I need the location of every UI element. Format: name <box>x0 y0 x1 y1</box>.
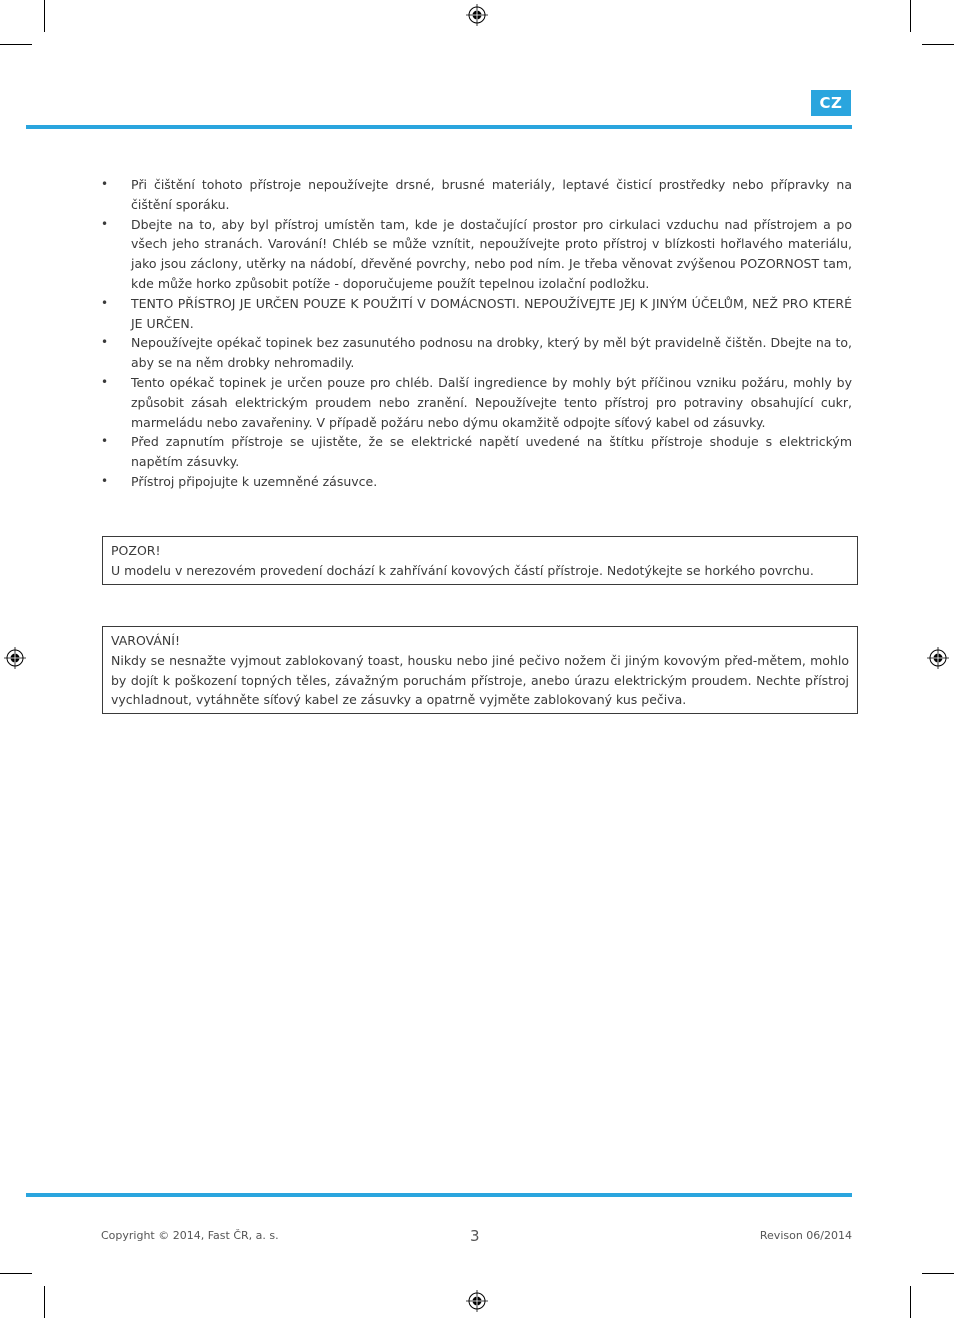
warning-title: VAROVÁNÍ! <box>111 633 180 648</box>
bullet-icon: • <box>101 216 109 231</box>
list-item-text: TENTO PŘÍSTROJ JE URČEN POUZE K POUŽITÍ V DOMÁCNOSTI. NEPOUŽÍVEJTE JEJ K JINÝM ÚČELŮM, NEŽ PRO KTERÉ JE URČEN. <box>131 295 852 331</box>
crop-mark <box>0 44 32 45</box>
crop-mark <box>910 0 911 32</box>
list-item-text: Dbejte na to, aby byl přístroj umístěn tam, kde je dostačující prostor pro cirkulaci vzduchu nad přístrojem a po všech jeho stranách. Varování! Chléb se může vznítit, nepoužívejte proto přístroj v blízkosti hořlavého materiálu, jako jsou záclony, utěrky na nádobí, dřevěné povrchy, nebo pod ním. Je třeba věnovat zvýšenou POZORNOST tam, kde může horko způsobit potíže - doporučujeme použít tepelnou izolační podložku. <box>131 216 852 291</box>
warning-text: Nikdy se nesnažte vyjmout zablokovaný toast, housku nebo jiné pečivo nožem či jiným kovovým před-mětem, mohlo by dojít k poškození topných těles, závažným poruchám přístroje, anebo úrazu elektrickým proudem. Nechte přístroj vychladnout, vytáhněte síťový kabel ze zásuvky a opatrně vyjměte zablokovaný kus pečiva. <box>111 652 849 708</box>
crop-mark <box>0 1273 32 1274</box>
list-item-text: Při čištění tohoto přístroje nepoužívejte drsné, brusné materiály, leptavé čisticí prostředky nebo přípravky na čištění sporáku. <box>131 177 852 212</box>
header-rule <box>26 125 852 129</box>
registration-mark-icon <box>466 4 488 26</box>
page-number: 3 <box>470 1227 480 1245</box>
bullet-icon: • <box>101 295 109 310</box>
list-item <box>97 472 852 492</box>
bullet-icon: • <box>101 177 109 191</box>
list-item <box>97 333 852 373</box>
footer-revision: Revison 06/2014 <box>759 1229 852 1242</box>
crop-mark <box>44 0 45 32</box>
list-item-text: Přístroj připojujte k uzemněné zásuvce. <box>131 473 378 489</box>
list-item <box>97 294 852 334</box>
safety-bullet-list <box>97 175 852 492</box>
crop-mark <box>922 1273 954 1274</box>
list-item-text: Nepoužívejte opékač topinek bez zasunutého podnosu na drobky, který by měl být pravidelně čištěn. Dbejte na to, aby se na něm drobky nehromadily. <box>131 335 852 371</box>
warning-box <box>102 626 858 714</box>
registration-mark-icon <box>927 647 949 669</box>
bullet-icon: • <box>101 473 109 488</box>
bullet-icon: • <box>101 374 109 389</box>
registration-mark-icon <box>466 1290 488 1312</box>
language-badge: CZ <box>811 90 851 116</box>
crop-mark <box>44 1286 45 1318</box>
caution-title: POZOR! <box>111 543 161 558</box>
footer-copyright: Copyright © 2014, Fast ČR, a. s. <box>101 1229 279 1242</box>
registration-mark-icon <box>4 647 26 669</box>
list-item <box>97 373 852 432</box>
bullet-icon: • <box>101 335 109 350</box>
bullet-icon: • <box>101 434 109 449</box>
list-item-text: Před zapnutím přístroje se ujistěte, že se elektrické napětí uvedené na štítku přístroje shoduje s elektrickým napětím zásuvky. <box>131 434 852 470</box>
caution-text: U modelu v nerezovém provedení dochází k zahřívání kovových částí přístroje. Nedotýkejte se horkého povrchu. <box>111 562 814 578</box>
caution-box <box>102 536 858 585</box>
list-item <box>97 432 852 472</box>
crop-mark <box>922 44 954 45</box>
crop-mark <box>910 1286 911 1318</box>
list-item-text: Tento opékač topinek je určen pouze pro chléb. Další ingredience by mohly být příčinou vzniku požáru, mohly by způsobit zásah elektrickým proudem nebo zranění. Nepoužívejte tento přístroj pro potraviny obsahující cukr, marmeládu nebo zavařeniny. V případě požáru nebo dýmu okamžitě odpojte síťový kabel od zásuvky. <box>131 374 852 430</box>
list-item <box>97 215 852 294</box>
list-item <box>97 175 852 215</box>
footer-rule <box>26 1193 852 1197</box>
